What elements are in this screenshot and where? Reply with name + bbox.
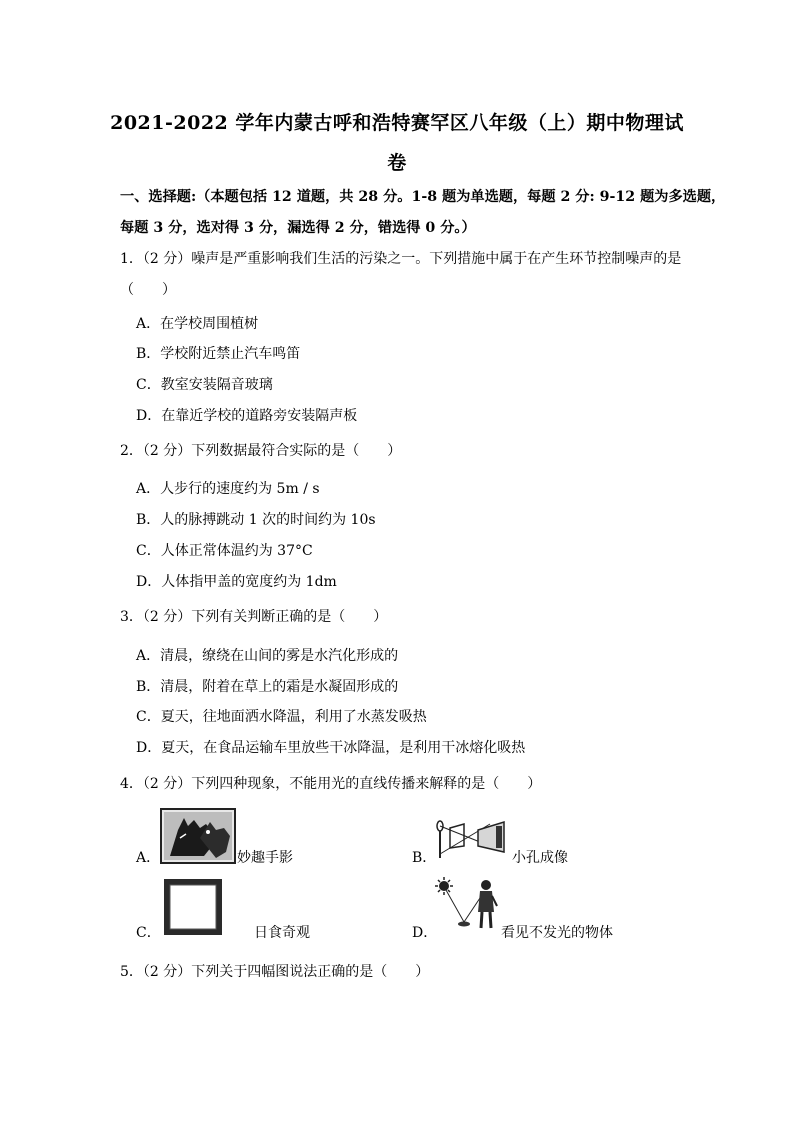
question-1-stem-continued: （ ） [120, 282, 176, 298]
question-4-option-b-letter: B． [412, 850, 437, 866]
question-2-option-a: A．人步行的速度约为 5m / s [136, 481, 320, 497]
question-1-option-b: B．学校附近禁止汽车鸣笛 [136, 346, 301, 362]
pinhole-camera-image [434, 818, 512, 862]
question-4-option-b-caption: 小孔成像 [512, 850, 568, 866]
seeing-object-image [434, 876, 500, 936]
question-4-option-c-letter: C． [136, 925, 161, 941]
solar-eclipse-image [163, 878, 223, 936]
question-4-option-a-caption: 妙趣手影 [237, 850, 293, 866]
question-1-option-c: C．教室安装隔音玻璃 [136, 377, 273, 393]
hand-shadow-image [160, 808, 236, 864]
question-4-option-d-letter: D． [412, 925, 438, 941]
question-4-option-a-letter: A． [136, 850, 161, 866]
question-3-option-c: C．夏天，往地面洒水降温，利用了水蒸发吸热 [136, 709, 427, 725]
question-2-option-c: C．人体正常体温约为 37°C [136, 543, 313, 559]
question-2-option-d: D．人体指甲盖的宽度约为 1dm [136, 574, 337, 590]
question-3-option-b: B．清晨，附着在草上的霜是水凝固形成的 [136, 679, 399, 695]
question-2-option-b: B．人的脉搏跳动 1 次的时间约为 10s [136, 512, 376, 528]
question-4-option-d-caption: 看见不发光的物体 [501, 925, 613, 941]
question-3-option-d: D．夏天，在食品运输车里放些干冰降温，是利用干冰熔化吸热 [136, 740, 526, 756]
exam-title-continued: 卷 [387, 152, 407, 174]
question-4-option-c-caption: 日食奇观 [254, 925, 310, 941]
question-4-stem: 4．（2 分）下列四种现象，不能用光的直线传播来解释的是（ ） [120, 776, 542, 792]
section-instructions: 一、选择题:（本题包括 12 道题，共 28 分。1-8 题为单选题，每题 2 分: 9-12 题为多选题， [120, 189, 726, 205]
exam-title: 2021-2022 学年内蒙古呼和浩特赛罕区八年级（上）期中物理试 [110, 112, 684, 134]
question-1-option-d: D．在靠近学校的道路旁安装隔声板 [136, 408, 358, 424]
question-1-option-a: A．在学校周围植树 [136, 316, 259, 332]
question-1-stem: 1．（2 分）噪声是严重影响我们生活的污染之一。下列措施中属于在产生环节控制噪声的是 [120, 251, 682, 267]
question-3-option-a: A．清晨，缭绕在山间的雾是水汽化形成的 [136, 648, 399, 664]
question-3-stem: 3．（2 分）下列有关判断正确的是（ ） [120, 609, 388, 625]
question-2-stem: 2．（2 分）下列数据最符合实际的是（ ） [120, 443, 402, 459]
section-instructions-continued: 每题 3 分，选对得 3 分，漏选得 2 分，错选得 0 分。） [120, 220, 476, 236]
question-5-stem: 5．（2 分）下列关于四幅图说法正确的是（ ） [120, 964, 430, 980]
